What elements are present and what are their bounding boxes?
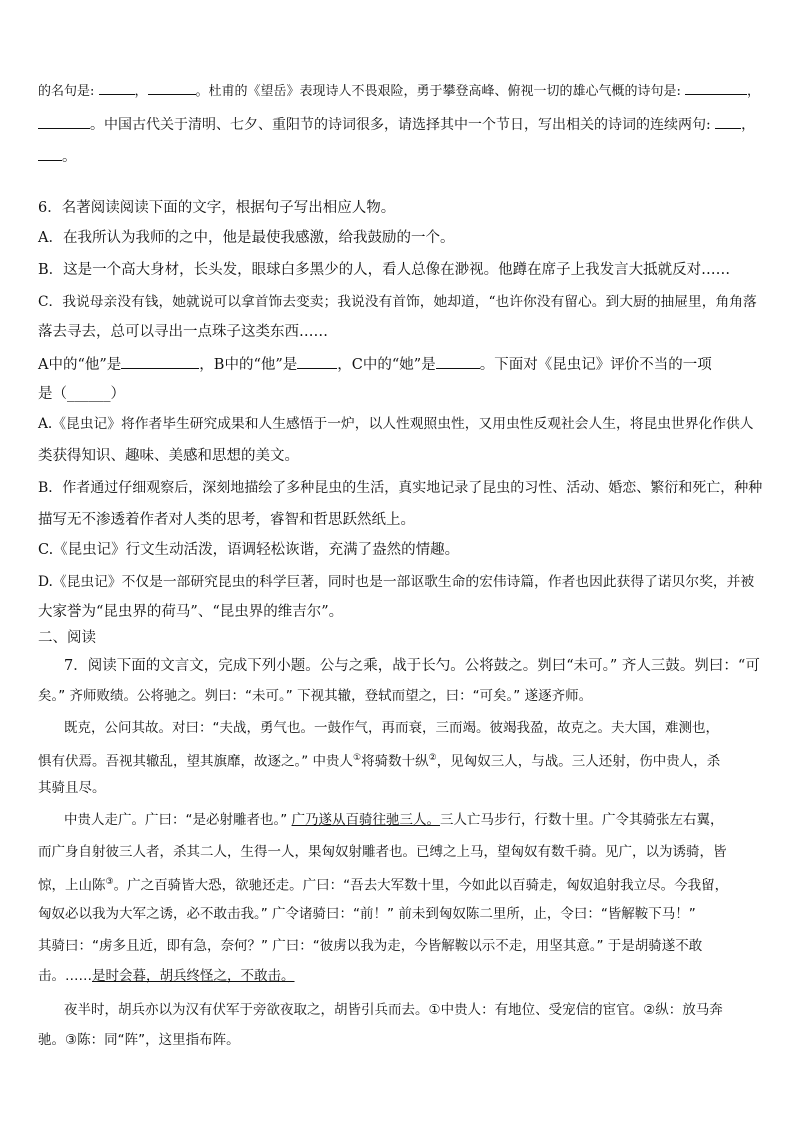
- q6-statement-c-line1: C．我说母亲没有钱，她就说可以拿首饰去变卖；我说没有首饰，她却道，“也许你没有留心。到大厨的抽屉里，角角落: [38, 294, 757, 310]
- q6-option-d-line2: 大家誉为“昆虫界的荷马”、“昆虫界的维吉尔”。: [38, 604, 344, 620]
- q6-option-b-line2: 描写无不渗透着作者对人类的思考，睿智和哲思跃然纸上。: [38, 512, 415, 528]
- answer-blank[interactable]: [99, 80, 135, 95]
- q5-text: 的名句是:: [38, 84, 99, 99]
- q6-option-a-line1: A.《昆虫记》将作者毕生研究成果和人生感悟于一炉，以人性观照虫性，又用虫性反观社会人生，将昆虫世界化作供人: [38, 416, 754, 432]
- passage-text: 将骑数十纵: [361, 753, 429, 770]
- passage-text: 击。……: [38, 968, 92, 984]
- passage-p3-line2: 而广身自射彼三人者，杀其二人，生得一人，果匈奴射雕者也。已缚之上马，望匈奴有数千骑。见广，以为诱骑，皆: [38, 844, 727, 860]
- answer-blank[interactable]: [38, 114, 90, 129]
- q5-line-3: [38, 146, 77, 167]
- q6-option-c: C.《昆虫记》行文生动活泼，语调轻松诙谐，充满了盎然的情趣。: [38, 542, 460, 558]
- q5-text: ，: [134, 84, 148, 99]
- q5-text: ，: [747, 84, 761, 99]
- footnote-marker: ①: [353, 753, 362, 763]
- answer-blank[interactable]: [297, 354, 337, 369]
- answer-blank[interactable]: [121, 354, 199, 369]
- passage-text: ，见匈奴三人，与战。三人还射，伤中贵人，杀: [436, 753, 721, 770]
- q6-statement-c-line2: 落去寻去，总可以寻出一点珠子这类东西……: [38, 324, 328, 340]
- passage-p3-line4: 匈奴必以我为大军之诱，必不敢击我。” 广令诸骑曰：“前！” 前未到匈奴陈二里所，止，令曰：“皆解鞍下马！”: [38, 906, 696, 922]
- answer-blank[interactable]: [148, 80, 196, 95]
- q6-option-b-line1: B．作者通过仔细观察后，深刻地描绘了多种昆虫的生活，真实地记录了昆虫的习性、活动、婚恋、繁衍和死亡，种种: [38, 480, 763, 496]
- answer-blank[interactable]: [38, 146, 62, 161]
- q6-option-a-line2: 类获得知识、趣味、美感和思想的美文。: [38, 448, 299, 464]
- q6-option-d-line1: D.《昆虫记》不仅是一部研究昆虫的科学巨著，同时也是一部讴歌生命的宏伟诗篇，作者也因此获得了诺贝尔奖，并被: [38, 574, 755, 590]
- passage-p4-line2: 驰。③陈：同“阵”，这里指布阵。: [38, 1032, 240, 1048]
- q6-title: 6．名著阅读阅读下面的文字，根据句子写出相应人物。: [38, 200, 396, 216]
- answer-blank[interactable]: [715, 114, 741, 129]
- passage-p2-line2: [38, 748, 720, 772]
- underlined-sentence: 是时会暮，胡兵终怪之，不敢击。: [92, 968, 295, 984]
- underlined-sentence: 广乃遂从百骑往驰三人。: [291, 812, 441, 828]
- passage-p3-line6: [38, 966, 295, 986]
- passage-text: 三人亡马步行，行数十里。广令其骑张左右翼，: [440, 812, 724, 828]
- passage-p3-line1: [64, 810, 724, 830]
- q6-question-text: ，C中的“她”是: [337, 357, 436, 373]
- q6-question-text: A中的“他”是: [38, 357, 122, 373]
- passage-p2-line1: 既克，公问其故。对曰：“夫战，勇气也。一鼓作气，再而衰，三而竭。彼竭我盈，故克之。夫大国，难测也，: [64, 720, 719, 736]
- footnote-marker: ③: [105, 877, 114, 887]
- passage-p2-line3: 其骑且尽。: [38, 780, 106, 796]
- passage-text: 。广之百骑皆大恐，欲驰还走。广曰：“吾去大军数十里，今如此以百骑走，匈奴追射我立尽。今我留，: [113, 877, 729, 894]
- answer-blank[interactable]: [685, 80, 747, 95]
- passage-p3-line3: [38, 872, 728, 896]
- q5-text: 。中国古代关于清明、七夕、重阳节的诗词很多，请选择其中一个节日，写出相关的诗词的连续两句:: [90, 117, 716, 133]
- q6-question-text: 。下面对《昆虫记》评价不当的一项: [479, 357, 712, 373]
- q5-text: 。: [62, 149, 77, 165]
- q5-text: ，: [741, 117, 756, 133]
- q6-question-text: ，B中的“他”是: [199, 357, 298, 373]
- q5-line-2: [38, 114, 755, 135]
- q7-line-1: 7．阅读下面的文言文，完成下列小题。公与之乘，战于长勺。公将鼓之。刿曰“未可。” 齐人三鼓。刿曰：“可: [64, 658, 760, 674]
- passage-text: 中贵人走广。广曰：“是必射雕者也。”: [64, 812, 292, 828]
- q6-statement-a: A．在我所认为我师的之中，他是最使我感激，给我鼓励的一个。: [38, 230, 455, 246]
- footnote-marker: ②: [428, 753, 437, 763]
- passage-p4-line1: 夜半时，胡兵亦以为汉有伏军于旁欲夜取之，胡皆引兵而去。①中贵人：有地位、受宠信的宦官。②纵：放马奔: [64, 1002, 723, 1018]
- passage-p3-line5: 其骑曰：“虏多且近，即有急，奈何？” 广曰：“彼虏以我为走，今皆解鞍以示不走，用坚其意。” 于是胡骑遂不敢: [38, 938, 703, 954]
- q5-line-1: [38, 80, 760, 102]
- q5-text: 。杜甫的《望岳》表现诗人不畏艰险，勇于攀登高峰、俯视一切的雄心气概的诗句是:: [195, 84, 686, 99]
- answer-blank[interactable]: [436, 354, 480, 369]
- q6-question: [38, 354, 712, 375]
- q6-statement-b: B．这是一个高大身材，长头发，眼球白多黑少的人，看人总像在渺视。他蹲在席子上我发言大抵就反对……: [38, 262, 731, 278]
- q7-line-2: 矣。” 齐师败绩。公将驰之。刿曰：“未可。” 下视其辙，登轼而望之，曰：“可矣。” 遂逐齐师。: [38, 688, 593, 704]
- passage-text: 惊，上山陈: [38, 877, 106, 894]
- passage-text: 惧有伏焉。吾视其辙乱，望其旗靡，故逐之。” 中贵人: [38, 753, 354, 770]
- section-heading: 二、阅读: [38, 630, 96, 646]
- q6-question-line2: 是（______）: [38, 386, 125, 402]
